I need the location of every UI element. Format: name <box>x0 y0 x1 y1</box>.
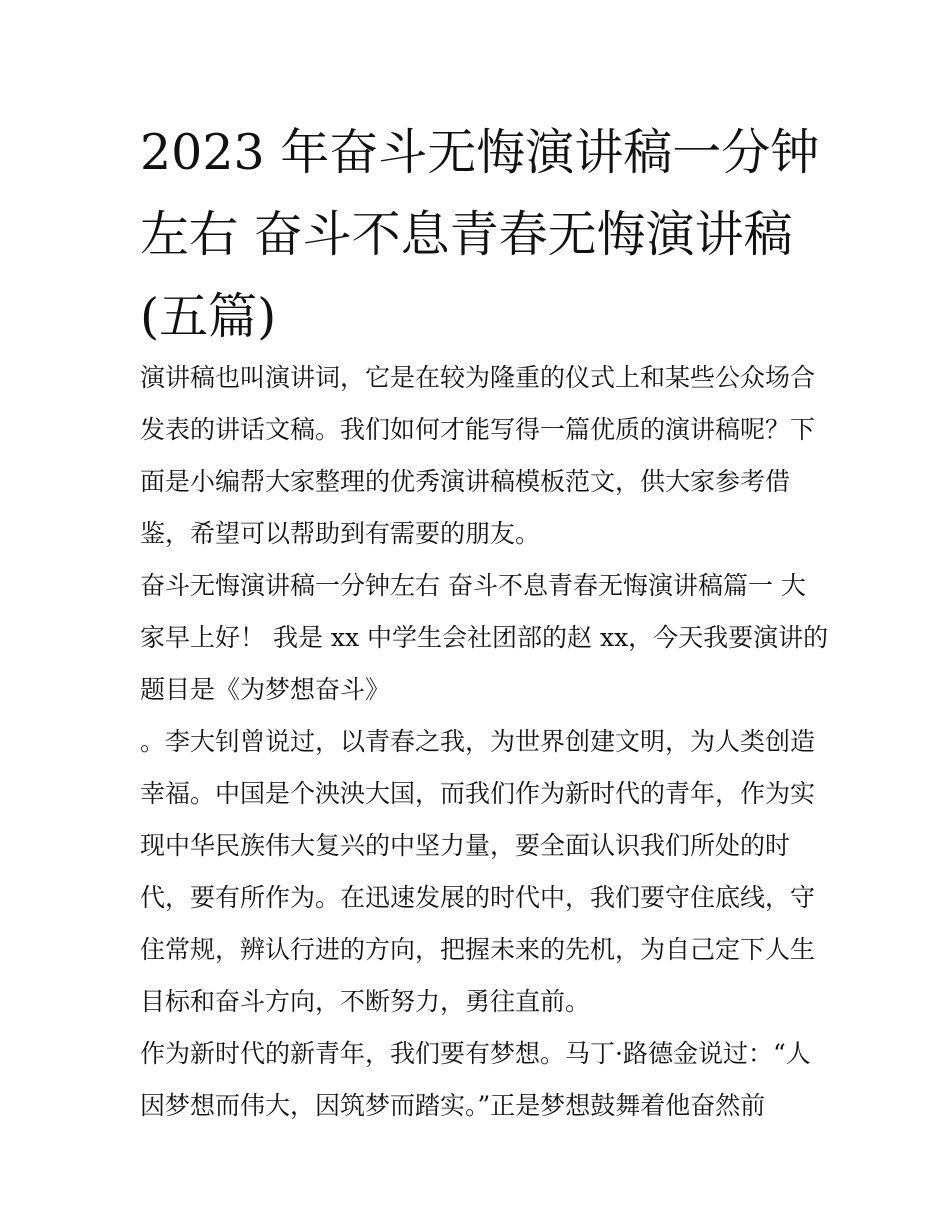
text-line: 现中华民族伟大复兴的中坚力量，要全面认识我们所处的时 <box>140 831 791 860</box>
text-line: 作为新时代的新青年，我们要有梦想。马丁·路德金说过：“人 <box>140 1039 811 1068</box>
text-line: 。李大钊曾说过，以青春之我，为世界创建文明，为人类创造 <box>140 727 816 756</box>
paragraph-dream <box>140 1028 820 1132</box>
text-line: 代，要有所作为。在迅速发展的时代中，我们要守住底线，守 <box>140 883 816 912</box>
text-line: 面是小编帮大家整理的优秀演讲稿模板范文，供大家参考借 <box>140 467 791 496</box>
text-line: 住常规，辨认行进的方向，把握未来的先机，为自己定下人生 <box>140 935 816 964</box>
title-line: 左右 奋斗不息青春无悔演讲稿 <box>140 206 793 263</box>
text-line: 题目是《为梦想奋斗》 <box>140 675 391 704</box>
paragraph-speech-heading <box>140 560 829 716</box>
text-line: 鉴，希望可以帮助到有需要的朋友。 <box>140 519 541 548</box>
text-line: 奋斗无悔演讲稿一分钟左右 奋斗不息青春无悔演讲稿篇一 大 <box>140 571 806 600</box>
text-line: 发表的讲话文稿。我们如何才能写得一篇优质的演讲稿呢？下 <box>140 415 816 444</box>
title-line: (五篇) <box>140 288 277 345</box>
paragraph-intro <box>140 352 820 560</box>
paragraph-speech-body <box>140 716 820 1028</box>
text-line: 目标和奋斗方向，不断努力，勇往直前。 <box>140 987 591 1016</box>
text-line: 家早上好！ 我是 xx 中学生会社团部的赵 xx，今天我要演讲的 <box>140 623 829 652</box>
title-line: 2023 年奋斗无悔演讲稿一分钟 <box>140 124 820 181</box>
text-line: 幸福。中国是个泱泱大国，而我们作为新时代的青年，作为实 <box>140 779 816 808</box>
document-title <box>140 112 820 358</box>
text-line: 因梦想而伟大，因筑梦而踏实。”正是梦想鼓舞着他奋然前 <box>140 1091 766 1120</box>
text-line: 演讲稿也叫演讲词，它是在较为隆重的仪式上和某些公众场合 <box>140 363 816 392</box>
document-body <box>140 352 829 1132</box>
